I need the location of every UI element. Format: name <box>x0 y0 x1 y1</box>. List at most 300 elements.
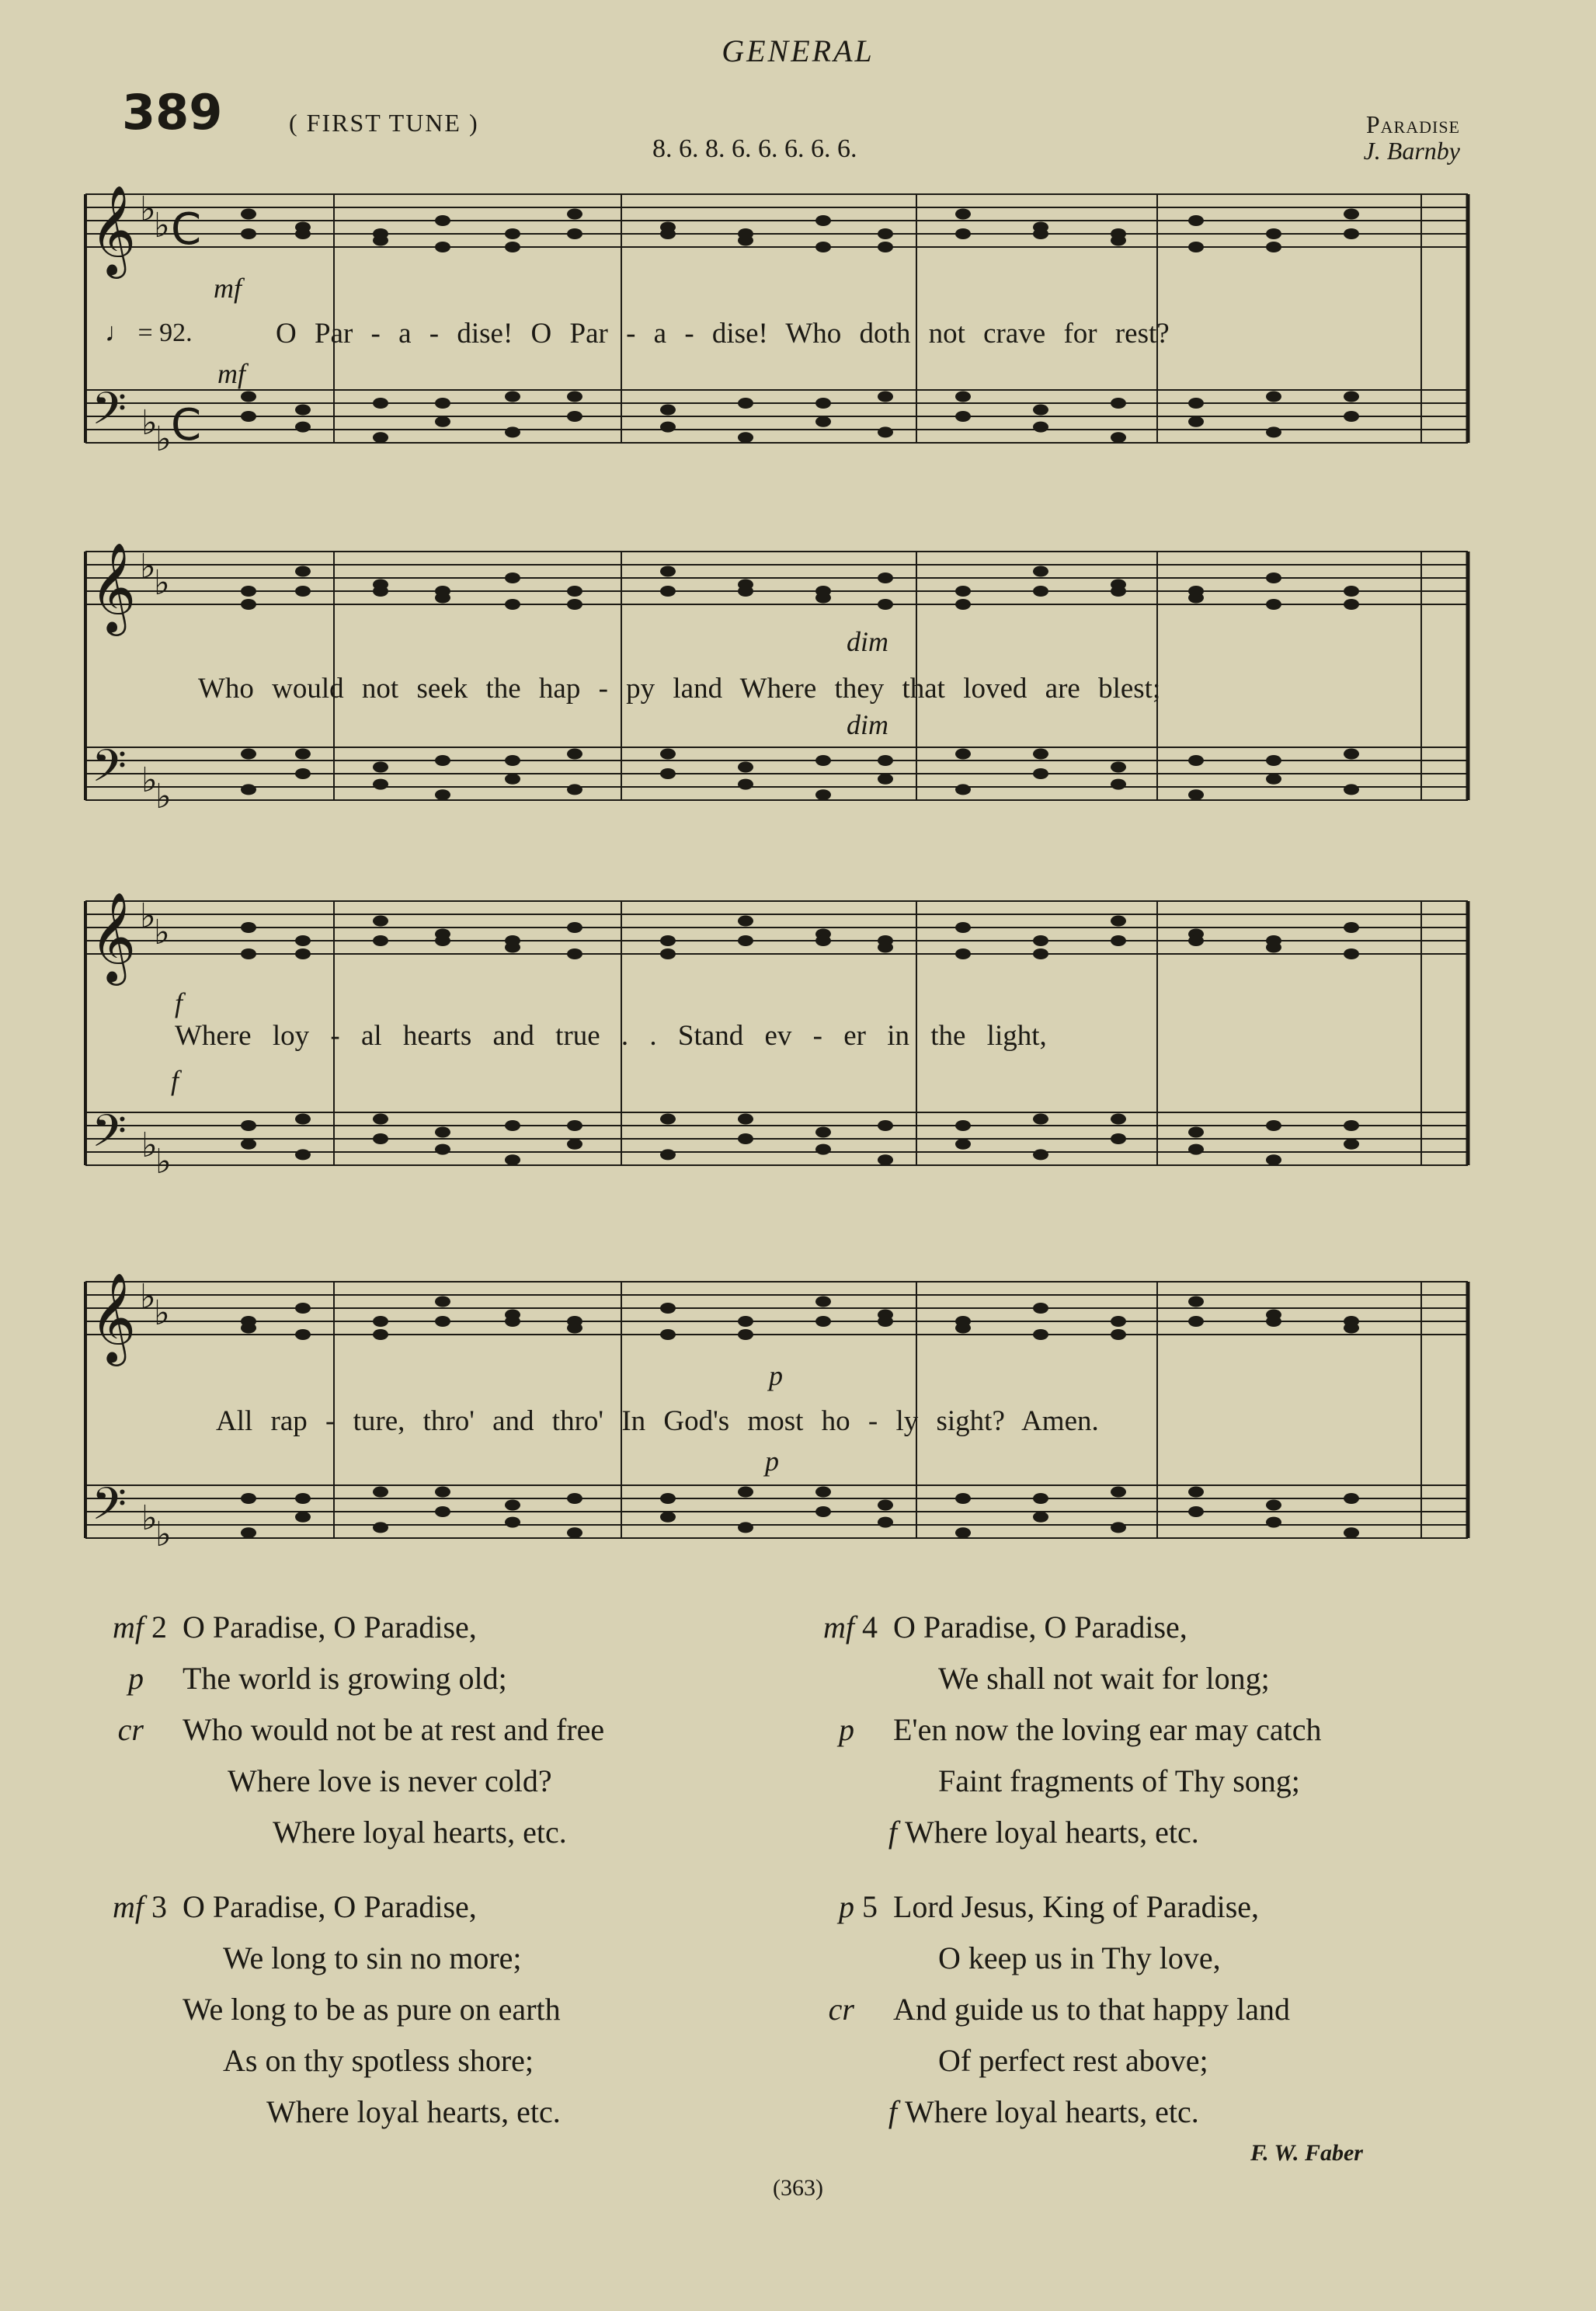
notehead <box>435 1506 450 1517</box>
flat-icon: ♭ <box>155 1515 172 1554</box>
notehead <box>1033 1114 1048 1125</box>
notehead <box>955 392 971 402</box>
notehead <box>567 1493 582 1504</box>
notehead <box>241 599 256 610</box>
notehead <box>660 566 676 577</box>
notehead <box>241 1120 256 1131</box>
notehead <box>373 935 388 946</box>
notehead <box>505 1500 520 1511</box>
notehead <box>567 1120 582 1131</box>
bass-clef-icon: 𝄢 <box>92 1477 127 1541</box>
notehead <box>241 784 256 795</box>
notehead <box>1188 1506 1204 1517</box>
notehead <box>660 422 676 433</box>
notehead <box>373 1329 388 1340</box>
notehead <box>738 432 753 443</box>
notehead <box>1188 1487 1204 1498</box>
flat-icon: ♭ <box>140 1277 156 1317</box>
verse-mark: cr <box>117 1712 144 1747</box>
notehead <box>1033 1493 1048 1504</box>
notehead <box>1344 209 1359 220</box>
treble-clef-icon: 𝄞 <box>90 184 137 275</box>
notehead <box>373 1522 388 1533</box>
verse-3 <box>74 1881 561 2138</box>
notehead <box>1188 242 1204 252</box>
verse-line: O Paradise, O Paradise, <box>183 1889 477 1924</box>
notehead <box>1111 398 1126 409</box>
notehead <box>955 1120 971 1131</box>
notehead <box>815 1316 831 1327</box>
notehead <box>241 948 256 959</box>
notehead <box>738 398 753 409</box>
notehead <box>1266 935 1281 946</box>
notehead <box>567 1316 582 1327</box>
verse-line: The world is growing old; <box>183 1661 507 1696</box>
quarter-note-icon: ♩ <box>105 318 131 347</box>
notehead <box>878 1120 893 1131</box>
notehead <box>1344 1120 1359 1131</box>
notehead <box>738 1114 753 1125</box>
verse-mark: p <box>839 1889 854 1924</box>
notehead <box>1111 762 1126 773</box>
notehead <box>295 768 311 779</box>
notehead <box>295 566 311 577</box>
notehead <box>660 1329 676 1340</box>
verse-line: E'en now the loving ear may catch <box>893 1712 1322 1747</box>
flat-icon: ♭ <box>141 1126 158 1165</box>
notehead <box>1188 1316 1204 1327</box>
verse-mark: mf <box>113 1610 144 1644</box>
notehead <box>567 228 582 239</box>
notehead <box>1188 1127 1204 1138</box>
notehead <box>295 948 311 959</box>
notehead <box>1188 935 1204 946</box>
flat-icon: ♭ <box>141 1498 158 1538</box>
notehead <box>505 573 520 583</box>
notehead <box>241 749 256 760</box>
notehead <box>1188 586 1204 597</box>
common-time-icon: C <box>171 204 202 255</box>
notehead <box>567 749 582 760</box>
notehead <box>241 1527 256 1538</box>
notehead <box>295 935 311 946</box>
notehead <box>660 1149 676 1160</box>
notehead <box>660 228 676 239</box>
notehead <box>435 1144 450 1155</box>
lyric-line-4: All rap - ture, thro' and thro' In God's most ho - ly sight? Amen. <box>216 1405 1099 1437</box>
notehead <box>435 789 450 800</box>
notehead <box>567 922 582 933</box>
notehead <box>878 228 893 239</box>
notehead <box>435 1296 450 1307</box>
notehead <box>955 1139 971 1150</box>
notehead <box>955 1493 971 1504</box>
notehead <box>435 215 450 226</box>
verse-mark: cr <box>828 1992 854 2027</box>
notehead <box>567 1139 582 1150</box>
notehead <box>815 586 831 597</box>
treble-clef-icon: 𝄞 <box>90 891 137 982</box>
notehead <box>815 755 831 766</box>
verse-mark: mf <box>823 1610 854 1644</box>
notehead <box>567 209 582 220</box>
notehead <box>505 774 520 785</box>
flat-icon: ♭ <box>140 190 156 229</box>
verse-line: Where loyal hearts, etc. <box>273 1815 567 1850</box>
notehead <box>1188 398 1204 409</box>
notehead <box>815 1144 831 1155</box>
notehead <box>660 586 676 597</box>
notehead <box>241 1493 256 1504</box>
notehead <box>1111 935 1126 946</box>
flat-icon: ♭ <box>140 547 156 586</box>
notehead <box>1111 1329 1126 1340</box>
verse-line: O Paradise, O Paradise, <box>893 1610 1187 1644</box>
verse-line: We long to sin no more; <box>223 1940 522 1975</box>
notehead <box>567 948 582 959</box>
notehead <box>373 779 388 790</box>
notehead <box>1344 228 1359 239</box>
notehead <box>241 1139 256 1150</box>
treble-clef-icon: 𝄞 <box>90 1272 137 1363</box>
notehead <box>373 1316 388 1327</box>
notehead <box>955 948 971 959</box>
notehead <box>1266 774 1281 785</box>
notehead <box>660 1114 676 1125</box>
notehead <box>955 599 971 610</box>
notehead <box>1344 586 1359 597</box>
notehead <box>660 1303 676 1314</box>
notehead <box>955 228 971 239</box>
notehead <box>1033 1512 1048 1523</box>
notehead <box>241 392 256 402</box>
notehead <box>1266 1500 1281 1511</box>
verse-2 <box>74 1602 604 1858</box>
notehead <box>241 228 256 239</box>
notehead <box>878 935 893 946</box>
notehead <box>295 228 311 239</box>
notehead <box>295 749 311 760</box>
dynamic-p-treble: p <box>769 1360 783 1391</box>
notehead <box>1188 215 1204 226</box>
verse-line: We shall not wait for long; <box>938 1661 1270 1696</box>
notehead <box>1188 1144 1204 1155</box>
notehead <box>1111 228 1126 239</box>
flat-icon: ♭ <box>154 563 170 603</box>
notehead <box>738 1316 753 1327</box>
notehead <box>660 749 676 760</box>
notehead <box>738 779 753 790</box>
notehead <box>373 398 388 409</box>
notehead <box>878 1154 893 1165</box>
notehead <box>435 398 450 409</box>
notehead <box>1188 755 1204 766</box>
notehead <box>373 1133 388 1144</box>
notehead <box>1033 228 1048 239</box>
verse-line: Where loyal hearts, etc. <box>266 2094 561 2129</box>
notehead <box>435 1127 450 1138</box>
notehead <box>1033 768 1048 779</box>
notehead <box>505 426 520 437</box>
verse-mark: p <box>839 1712 854 1747</box>
notehead <box>1266 426 1281 437</box>
notehead <box>1266 599 1281 610</box>
notehead <box>660 405 676 416</box>
dynamic-mf-treble: mf <box>214 273 242 304</box>
notehead <box>505 228 520 239</box>
notehead <box>1111 432 1126 443</box>
notehead <box>567 392 582 402</box>
hymn-number: 389 <box>122 84 223 141</box>
notehead <box>878 1500 893 1511</box>
tune-label: ( FIRST TUNE ) <box>289 109 479 137</box>
notehead <box>815 789 831 800</box>
notehead <box>1111 779 1126 790</box>
notehead <box>1111 586 1126 597</box>
notehead <box>815 215 831 226</box>
notehead <box>815 242 831 252</box>
notehead <box>738 586 753 597</box>
notehead <box>1111 1316 1126 1327</box>
notehead <box>435 586 450 597</box>
notehead <box>1344 1316 1359 1327</box>
verse-mark: mf <box>113 1889 144 1924</box>
verse-line: And guide us to that happy land <box>893 1992 1291 2027</box>
notehead <box>567 411 582 422</box>
notehead <box>1188 1296 1204 1307</box>
verse-5 <box>784 1881 1290 2138</box>
notehead <box>373 916 388 927</box>
flat-icon: ♭ <box>141 403 158 443</box>
notehead <box>1266 1120 1281 1131</box>
dynamic-f-treble: f <box>175 987 183 1018</box>
notehead <box>878 599 893 610</box>
notehead <box>660 1512 676 1523</box>
notehead <box>295 586 311 597</box>
notehead <box>878 573 893 583</box>
notehead <box>738 1522 753 1533</box>
notehead <box>567 599 582 610</box>
notehead <box>878 426 893 437</box>
notehead <box>373 1114 388 1125</box>
notehead <box>241 586 256 597</box>
notehead <box>373 432 388 443</box>
lyric-line-1: O Par - a - dise! O Par - a - dise! Who doth not crave for rest? <box>276 318 1170 350</box>
notehead <box>1266 1316 1281 1327</box>
notehead <box>955 209 971 220</box>
notehead <box>878 392 893 402</box>
lyric-line-2: Who would not seek the hap - py land Where they that loved are blest; <box>198 673 1161 705</box>
notehead <box>1033 422 1048 433</box>
notehead <box>1266 1154 1281 1165</box>
notehead <box>1344 599 1359 610</box>
flat-icon: ♭ <box>155 1142 172 1182</box>
notehead <box>1111 1487 1126 1498</box>
flat-icon: ♭ <box>140 896 156 936</box>
notehead <box>878 1517 893 1528</box>
music-system-4 <box>78 1258 1476 1592</box>
verse-mark: p <box>128 1661 144 1696</box>
notehead <box>505 935 520 946</box>
notehead <box>1344 784 1359 795</box>
notehead <box>295 1493 311 1504</box>
verse-line: Who would not be at rest and free <box>183 1712 605 1747</box>
verse-line: O keep us in Thy love, <box>938 1940 1221 1975</box>
notehead <box>1111 1522 1126 1533</box>
notehead <box>1033 566 1048 577</box>
notehead <box>955 784 971 795</box>
notehead <box>435 935 450 946</box>
notehead <box>815 1506 831 1517</box>
notehead <box>505 1120 520 1131</box>
notehead <box>295 422 311 433</box>
dynamic-dim-bass: dim <box>847 709 888 740</box>
notehead <box>1033 1329 1048 1340</box>
music-system-3 <box>78 878 1476 1220</box>
tempo-marking <box>105 318 193 348</box>
verse-line: Of perfect rest above; <box>938 2043 1208 2078</box>
notehead <box>505 755 520 766</box>
verse-line: Where loyal hearts, etc. <box>905 1815 1199 1850</box>
notehead <box>878 755 893 766</box>
treble-clef-icon: 𝄞 <box>90 541 137 632</box>
notehead <box>955 922 971 933</box>
notehead <box>295 1149 311 1160</box>
notehead <box>373 762 388 773</box>
notehead <box>738 1329 753 1340</box>
notehead <box>567 1527 582 1538</box>
verse-mark: f <box>888 2094 897 2129</box>
notehead <box>505 242 520 252</box>
notehead <box>1111 916 1126 927</box>
meter: 8. 6. 8. 6. 6. 6. 6. 6. <box>652 134 857 163</box>
notehead <box>660 948 676 959</box>
notehead <box>660 935 676 946</box>
notehead <box>1344 1139 1359 1150</box>
notehead <box>435 416 450 427</box>
notehead <box>241 1316 256 1327</box>
notehead <box>955 749 971 760</box>
notehead <box>295 405 311 416</box>
notehead <box>1188 789 1204 800</box>
notehead <box>435 242 450 252</box>
notehead <box>1266 755 1281 766</box>
notehead <box>738 935 753 946</box>
notehead <box>1344 392 1359 402</box>
verse-number: 5 <box>862 1889 878 1924</box>
dynamic-f-bass: f <box>171 1065 179 1096</box>
notehead <box>241 209 256 220</box>
notehead <box>815 1296 831 1307</box>
notehead <box>505 599 520 610</box>
notehead <box>567 586 582 597</box>
notehead <box>1266 228 1281 239</box>
verse-line: Where love is never cold? <box>228 1763 552 1798</box>
notehead <box>878 1316 893 1327</box>
notehead <box>1033 935 1048 946</box>
dynamic-dim-treble: dim <box>847 626 888 657</box>
notehead <box>1111 1114 1126 1125</box>
notehead <box>435 1487 450 1498</box>
notehead <box>955 411 971 422</box>
notehead <box>1344 749 1359 760</box>
notehead <box>815 416 831 427</box>
notehead <box>505 392 520 402</box>
author-credit: F. W. Faber <box>1250 2140 1363 2166</box>
notehead <box>1344 922 1359 933</box>
notehead <box>505 1517 520 1528</box>
notehead <box>373 586 388 597</box>
notehead <box>815 935 831 946</box>
notehead <box>738 1487 753 1498</box>
notehead <box>1033 1303 1048 1314</box>
notehead <box>435 1316 450 1327</box>
dynamic-mf-bass: mf <box>217 358 245 389</box>
verse-4 <box>784 1602 1321 1858</box>
notehead <box>815 398 831 409</box>
notehead <box>738 916 753 927</box>
notehead <box>955 1527 971 1538</box>
composer: J. Barnby <box>1363 137 1460 165</box>
verse-line: Lord Jesus, King of Paradise, <box>893 1889 1260 1924</box>
notehead <box>295 1512 311 1523</box>
verse-line: As on thy spotless shore; <box>223 2043 534 2078</box>
notehead <box>1188 416 1204 427</box>
notehead <box>738 228 753 239</box>
notehead <box>1344 948 1359 959</box>
notehead <box>295 1329 311 1340</box>
music-system-1 <box>78 171 1476 497</box>
flat-icon: ♭ <box>154 913 170 952</box>
music-system-2 <box>78 528 1476 854</box>
notehead <box>815 1487 831 1498</box>
notehead <box>878 242 893 252</box>
verse-line: Where loyal hearts, etc. <box>905 2094 1199 2129</box>
notehead <box>373 1487 388 1498</box>
notehead <box>295 1114 311 1125</box>
flat-icon: ♭ <box>141 760 158 800</box>
bass-clef-icon: 𝄢 <box>92 1105 127 1168</box>
flat-icon: ♭ <box>155 419 172 459</box>
verse-number: 2 <box>151 1610 167 1644</box>
bass-clef-icon: 𝄢 <box>92 382 127 446</box>
bass-clef-icon: 𝄢 <box>92 740 127 803</box>
notehead <box>1266 1517 1281 1528</box>
notehead <box>815 1127 831 1138</box>
notehead <box>955 1316 971 1327</box>
notehead <box>738 1133 753 1144</box>
section-header: GENERAL <box>722 33 874 68</box>
notehead <box>505 1154 520 1165</box>
notehead <box>567 784 582 795</box>
notehead <box>1344 1527 1359 1538</box>
notehead <box>1266 392 1281 402</box>
notehead <box>295 1303 311 1314</box>
verse-line: We long to be as pure on earth <box>183 1992 561 2027</box>
notehead <box>1344 411 1359 422</box>
notehead <box>1266 573 1281 583</box>
notehead <box>1033 948 1048 959</box>
lyric-line-3: Where loy - al hearts and true . . Stand ev - er in the light, <box>175 1020 1047 1052</box>
notehead <box>1266 242 1281 252</box>
page-number: (363) <box>773 2175 823 2201</box>
notehead <box>1033 586 1048 597</box>
flat-icon: ♭ <box>155 777 172 816</box>
verse-line: O Paradise, O Paradise, <box>183 1610 477 1644</box>
notehead <box>1033 405 1048 416</box>
verse-number: 3 <box>151 1889 167 1924</box>
tune-name: Paradise <box>1365 110 1460 138</box>
